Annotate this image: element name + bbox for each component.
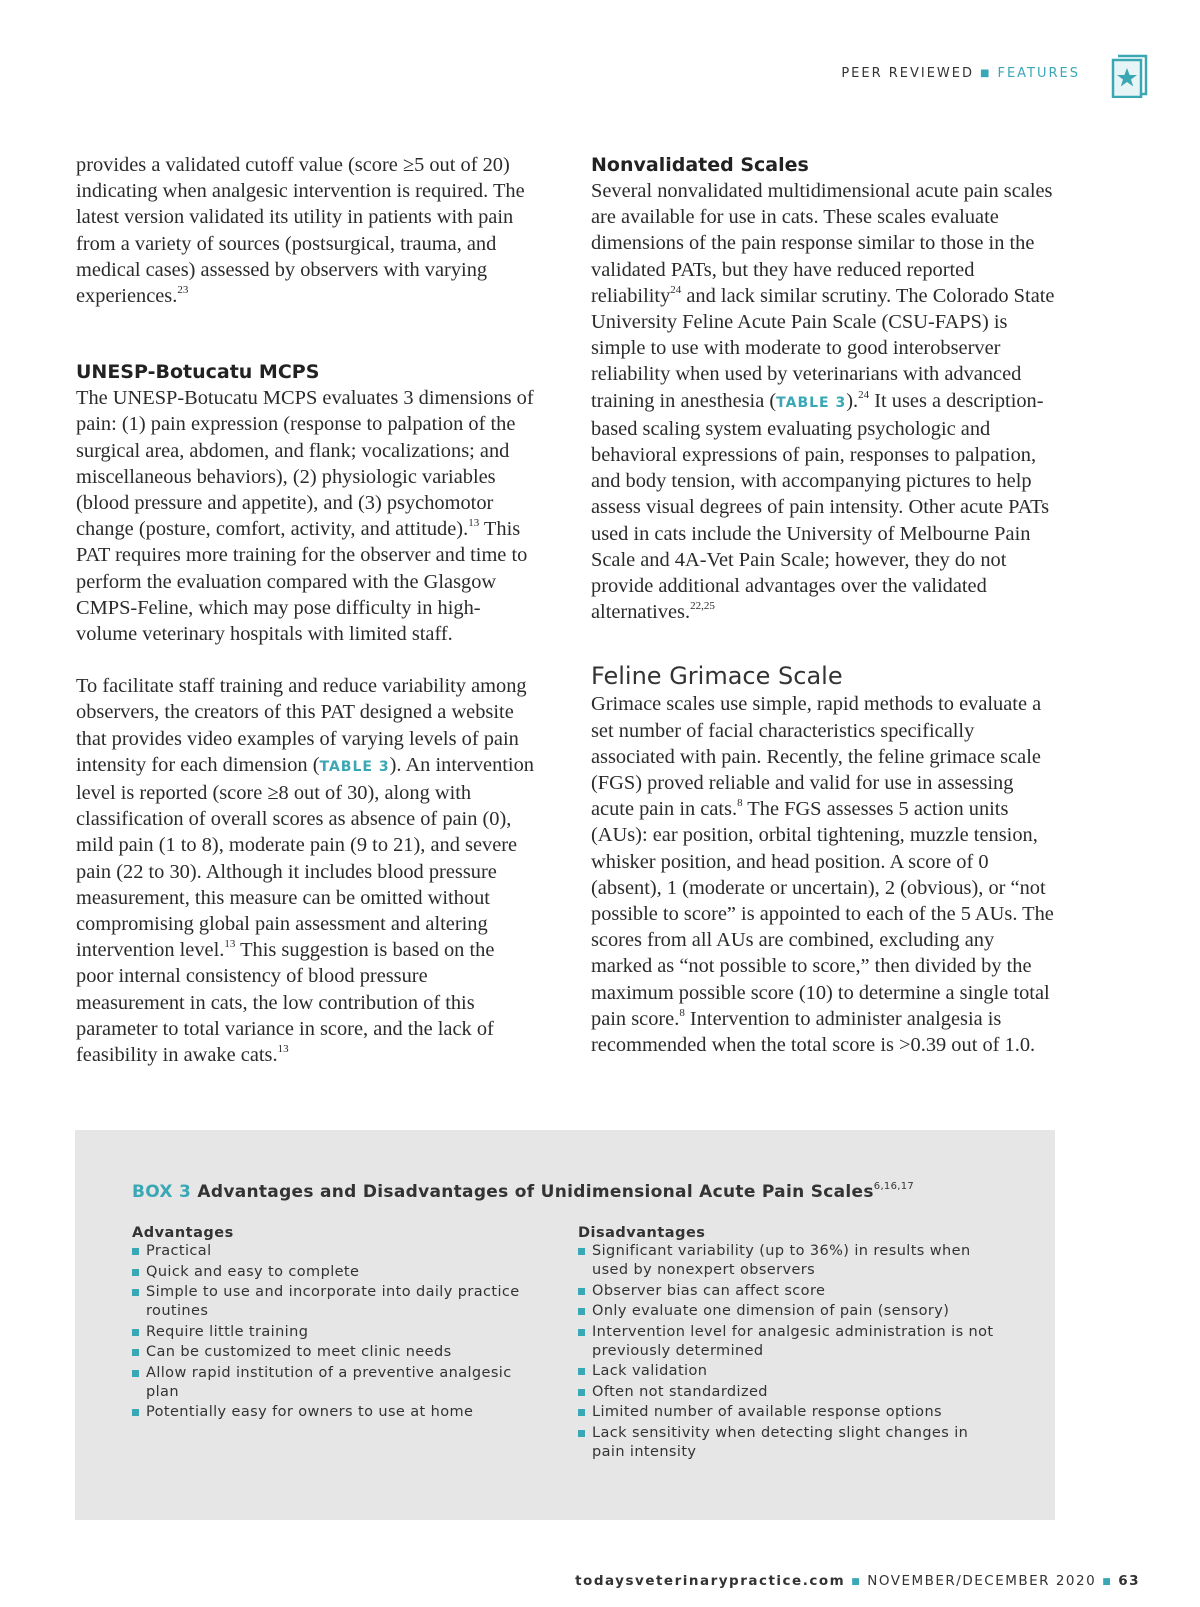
list-item: Limited number of available response options [578, 1403, 998, 1422]
disadvantages-column [578, 1225, 998, 1463]
heading-nonvalidated-scales: Nonvalidated Scales [591, 154, 809, 176]
list-item: Quick and easy to complete [132, 1263, 532, 1282]
box-title: BOX 3 Advantages and Disadvantages of Unidimensional Acute Pain Scales$^{6,16,17}$ [132, 1181, 915, 1202]
list-item: Observer bias can affect score [578, 1282, 998, 1301]
running-header [841, 66, 1080, 81]
page-footer [575, 1573, 1140, 1589]
list-item: Allow rapid institution of a preventive analgesic plan [132, 1364, 532, 1402]
list-item: Can be customized to meet clinic needs [132, 1343, 532, 1362]
paragraph-feline-grimace: Grimace scales use simple, rapid methods to evaluate a set number of facial characteristics specifically associated with pain. Recently, the feline grimace scale (FGS) proved reliable and valid for use in assessing acute pain in cats.$^8$ The FGS assesses 5 action units (AUs): ear position, orbital tightening, muzzle tension, whisker position, and head position. A score of 0 (absent), 1 (moderate or uncertain), 2 (obvious), or “not possible to score” is appointed to each of the 5 AUs. The scores from all AUs are combined, excluding any marked as “not possible to score,” then divided by the maximum possible score (10) to determine a single total pain score.$^8$ Intervention to administer analgesia is recommended when the total score is >0.39 out of 1.0. [591, 693, 1054, 1057]
list-item: Lack sensitivity when detecting slight changes in pain intensity [578, 1424, 998, 1462]
right-column [591, 152, 1059, 1058]
disadvantages-heading: Disadvantages [578, 1225, 706, 1241]
left-column [76, 152, 534, 1068]
header-section: PEER REVIEWED [841, 66, 975, 81]
heading-feline-grimace-scale: Feline Grimace Scale [591, 662, 843, 691]
page-number: 63 [1118, 1573, 1140, 1589]
footer-issue: NOVEMBER/DECEMBER 2020 [867, 1573, 1097, 1589]
list-item: Require little training [132, 1323, 532, 1342]
list-item: Potentially easy for owners to use at home [132, 1403, 532, 1422]
paragraph-nonvalidated: Several nonvalidated multidimensional acute pain scales are available for use in cats. These scales evaluate dimensions of the pain response similar to those in the validated PATs, but they have reduced reported reliability$^{24}$ and lack similar scrutiny. The Colorado State University Feline Acute Pain Scale (CSU-FAPS) is simple to use with moderate to good interobserver reliability when used by veterinarians with advanced training in anesthesia (TABLE 3).$^{24}$ It uses a description-based scaling system evaluating psychologic and behavioral expressions of pain, responses to palpation, and body tension, with accompanying pictures to help assess visual degrees of pain intensity. Other acute PATs used in cats include the University of Melbourne Pain Scale and 4A-Vet Pain Scale; however, they do not provide additional advantages over the validated alternatives.$^{22,25}$ [591, 180, 1055, 624]
advantages-heading: Advantages [132, 1225, 234, 1241]
list-item: Simple to use and incorporate into daily practice routines [132, 1283, 532, 1321]
footer-separator: ■ [1102, 1577, 1113, 1587]
paragraph-unesp-training: To facilitate staff training and reduce variability among observers, the creators of this PAT designed a website that provides video examples of varying levels of pain intensity for each dimension (TABLE 3). An intervention level is reported (score ≥8 out of 30), along with classification of overall scores as absence of pain (0), mild pain (1 to 8), moderate pain (9 to 21), and severe pain (22 to 30). Although it includes blood pressure measurement, this measure can be omitted without compromising global pain assessment and altering intervention level.$^{13}$ This suggestion is based on the poor internal consistency of blood pressure measurement in cats, the low contribution of this parameter to total variance in score, and the lack of feasibility in awake cats.$^{13}$ [76, 675, 534, 1067]
paragraph-glasgow-cutoff: provides a validated cutoff value (score ≥5 out of 20) indicating when analgesic intervention is required. The latest version validated its utility in patients with pain from a variety of sources (postsurgical, trauma, and medical cases) assessed by observers with varying experiences.$^{23}$ [76, 154, 525, 308]
list-item: Practical [132, 1242, 532, 1261]
disadvantages-list [578, 1242, 998, 1462]
box-label: BOX 3 [132, 1182, 192, 1202]
list-item: Intervention level for analgesic administration is not previously determined [578, 1323, 998, 1361]
advantages-column [132, 1225, 532, 1424]
table-3-link[interactable]: TABLE 3 [776, 394, 847, 411]
box-3 [75, 1130, 1055, 1520]
table-3-link[interactable]: TABLE 3 [319, 758, 390, 775]
book-star-icon [1110, 52, 1150, 98]
header-category: FEATURES [997, 66, 1080, 81]
advantages-list [132, 1242, 532, 1422]
footer-separator: ■ [851, 1577, 862, 1587]
list-item: Only evaluate one dimension of pain (sensory) [578, 1302, 998, 1321]
list-item: Lack validation [578, 1362, 998, 1381]
footer-website[interactable]: todaysveterinarypractice.com [575, 1573, 846, 1589]
paragraph-unesp-dimensions: The UNESP-Botucatu MCPS evaluates 3 dimensions of pain: (1) pain expression (response to palpation of the surgical area, abdomen, and flank; vocalizations; and miscellaneous behaviors), (2) physiologic variables (blood pressure and appetite), and (3) psychomotor change (posture, comfort, activity, and attitude).$^{13}$ This PAT requires more training for the observer and time to perform the evaluation compared with the Glasgow CMPS-Feline, which may pose difficulty in high-volume veterinary hospitals with limited staff. [76, 387, 534, 646]
list-item: Often not standardized [578, 1383, 998, 1402]
heading-unesp-botucatu: UNESP-Botucatu MCPS [76, 361, 320, 384]
header-separator: ■ [980, 68, 992, 79]
list-item: Significant variability (up to 36%) in results when used by nonexpert observers [578, 1242, 998, 1280]
